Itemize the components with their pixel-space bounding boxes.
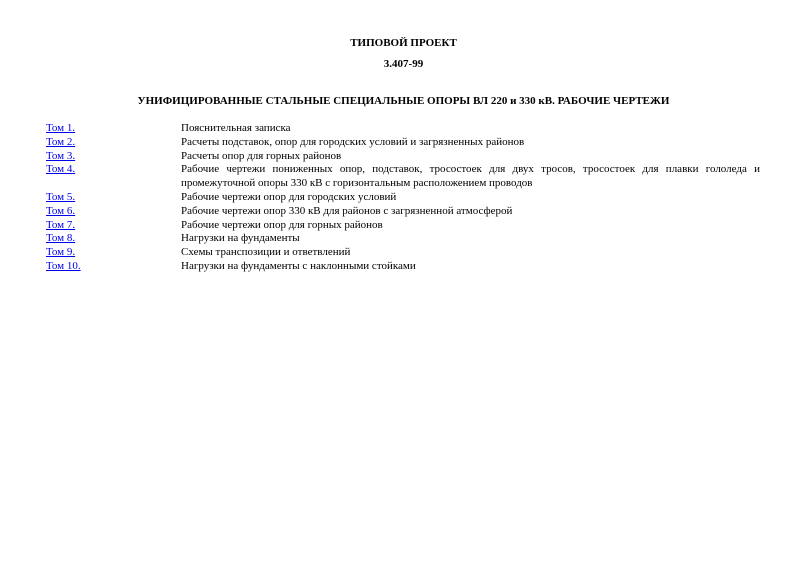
project-code: 3.407-99 [383,58,424,70]
volume-description: Нагрузки на фундаменты [181,232,300,245]
volume-link-1[interactable]: Том 1. [46,122,76,134]
list-item [46,205,760,219]
volume-link-9[interactable]: Том 9. [46,246,76,259]
volume-description: Схемы транспозиции и ответвлений [181,246,351,259]
list-item [46,260,760,274]
list-item [46,246,760,260]
volume-link-4[interactable]: Том 4. [46,163,76,176]
volume-description: Пояснительная записка [181,122,291,134]
volume-list [46,122,760,274]
volume-description: Рабочие чертежи опор 330 кВ для районов с загрязненной атмосферой [181,204,513,217]
list-item [46,219,760,233]
volume-description: Расчеты подставок, опор для городских условий и загрязненных районов [181,135,525,148]
list-item [46,191,760,205]
list-item [46,232,760,246]
volume-description: Рабочие чертежи опор для городских условий [181,190,397,203]
list-item [46,163,760,191]
volume-description: Расчеты опор для горных районов [181,149,342,162]
volume-link-8[interactable]: Том 8. [46,232,76,245]
list-item [46,136,760,150]
document-title: ТИПОВОЙ ПРОЕКТ [350,37,457,49]
volume-link-2[interactable]: Том 2. [46,135,76,148]
volume-link-6[interactable]: Том 6. [46,204,76,217]
volume-link-7[interactable]: Том 7. [46,218,76,231]
list-item [46,150,760,164]
volume-link-3[interactable]: Том 3. [46,149,76,162]
volume-description: Нагрузки на фундаменты с наклонными стойками [181,259,416,272]
document-subtitle: УНИФИЦИРОВАННЫЕ СТАЛЬНЫЕ СПЕЦИАЛЬНЫЕ ОПОРЫ ВЛ 220 и 330 кВ. РАБОЧИЕ ЧЕРТЕЖИ [137,95,670,107]
list-item [46,122,760,136]
volume-description: Рабочие чертежи пониженных опор, подставок, тросостоек для двух тросов, тросостоек для плавки гололеда и промежуточной опоры 330 кВ с горизонтальным расположением проводов [181,163,760,190]
volume-link-10[interactable]: Том 10. [46,259,81,272]
volume-description: Рабочие чертежи опор для горных районов [181,218,383,231]
volume-link-5[interactable]: Том 5. [46,190,76,203]
